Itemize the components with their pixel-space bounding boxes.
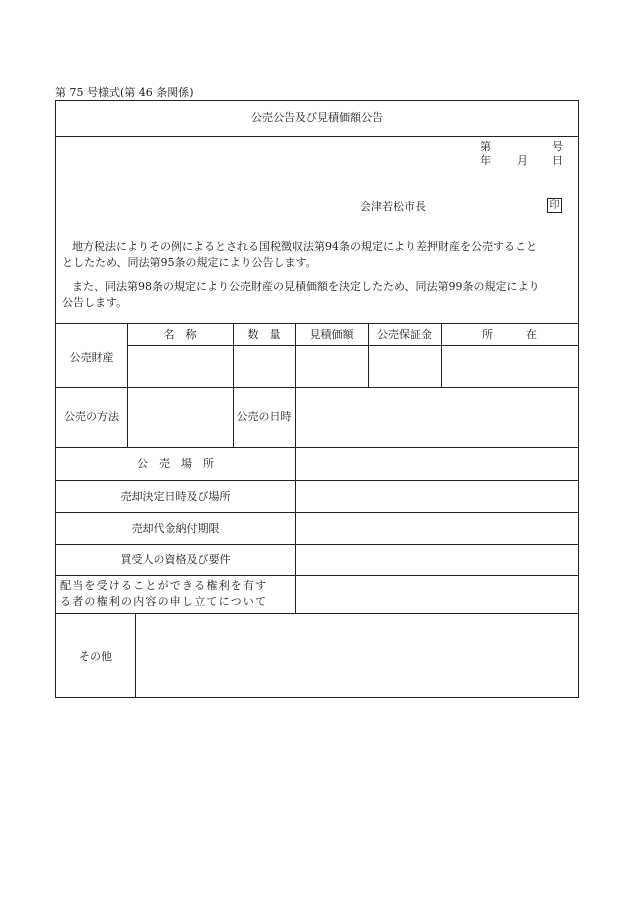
body-paragraph-1-line-2: としたため、同法第95条の規定により公告します。 [62,256,317,269]
distribution-rights-line-2: る者の権利の内容の申し立てについて [60,595,268,608]
place-label: 公 売 場 所 [137,457,214,470]
place-value-cell[interactable] [296,448,577,479]
doc-date-year: 年 [480,154,491,167]
buyer-requirements-label: 買受人の資格及び要件 [120,553,231,566]
header-location: 所 在 [482,328,537,341]
seal-mark: 印 [547,198,562,213]
header-name: 名 称 [163,328,197,341]
distribution-rights-value-cell[interactable] [296,576,577,612]
sale-decision-value-cell[interactable] [296,481,577,511]
body-paragraph-2-line-2: 公告します。 [62,296,128,309]
distribution-rights-label [60,578,267,610]
form-number: 第 75 号様式(第 46 条関係) [55,86,194,99]
payment-deadline-label: 売却代金納付期限 [131,522,220,535]
rule-title-bottom [56,136,578,137]
property-price-cell[interactable] [296,346,367,386]
doc-number-suffix: 号 [552,140,563,153]
datetime-value-cell[interactable] [296,388,577,446]
method-value-cell[interactable] [128,388,232,446]
payment-deadline-value-cell[interactable] [296,513,577,543]
datetime-label: 公売の日時 [236,410,292,423]
property-quantity-cell[interactable] [234,346,294,386]
header-quantity: 数 量 [247,328,281,341]
doc-date-day: 日 [552,154,563,167]
method-label: 公売の方法 [64,410,119,423]
header-deposit: 公売保証金 [377,328,432,341]
body-paragraph-2 [62,279,540,311]
body-paragraph-1-line-1: 地方税法によりその例によるとされる国税徴収法第94条の規定により差押財産を公売すること [72,240,537,253]
doc-number-prefix: 第 [480,140,491,153]
rule-body-bottom [56,323,578,324]
sale-decision-label: 売却決定日時及び場所 [120,490,231,503]
property-deposit-cell[interactable] [369,346,440,386]
other-value-cell[interactable] [136,614,577,696]
property-location-cell[interactable] [442,346,577,386]
issuer-name: 会津若松市長 [360,200,426,213]
distribution-rights-line-1: 配当を受けることができる権利を有す [60,579,268,592]
buyer-requirements-value-cell[interactable] [296,545,577,574]
doc-date-month: 月 [517,154,528,167]
notice-form [55,100,579,698]
body-paragraph-1 [62,239,537,271]
notice-title: 公売公告及び見積価額公告 [251,111,383,124]
property-name-cell[interactable] [128,346,232,386]
property-row-label: 公売財産 [69,351,114,364]
body-paragraph-2-line-1: また、同法第98条の規定により公売財産の見積価額を決定したため、同法第99条の規定により [72,280,540,293]
other-label: その他 [79,650,112,663]
header-estimated-price: 見積価額 [309,328,354,341]
